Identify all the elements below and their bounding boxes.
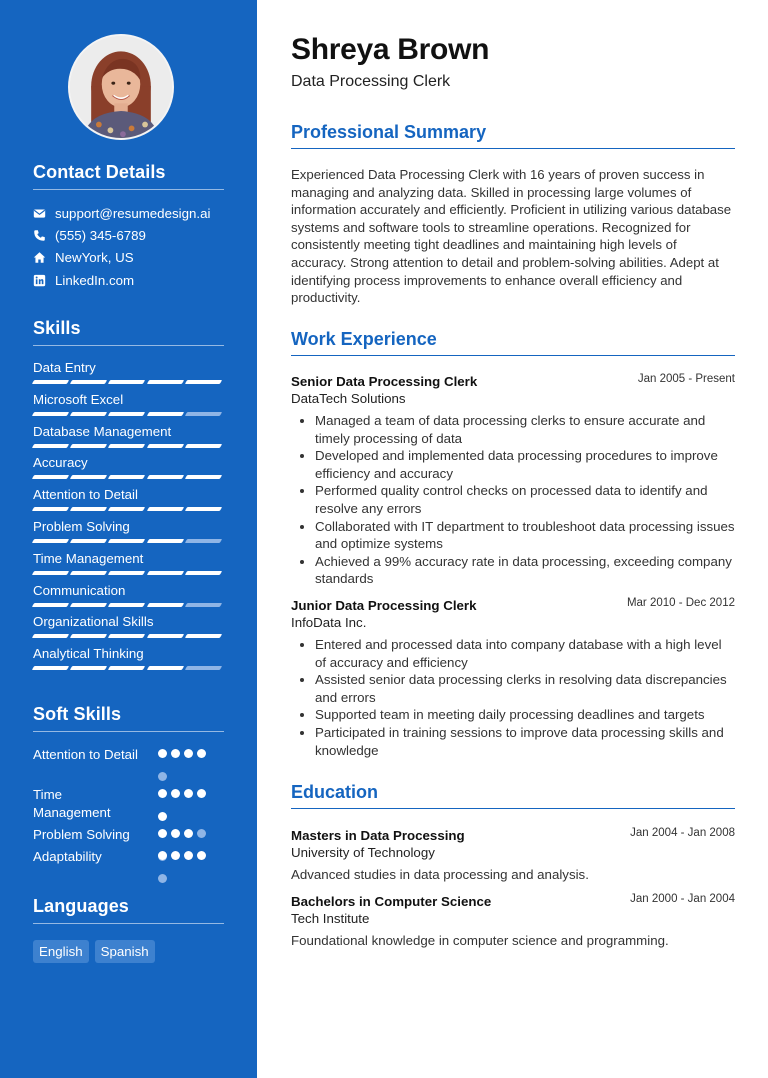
skill-item xyxy=(33,487,224,511)
skill-item xyxy=(33,551,224,575)
education-degree: Bachelors in Computer Science xyxy=(291,894,492,909)
rating-dot xyxy=(197,789,206,798)
skill-level-segment xyxy=(70,603,107,607)
job-bullet: • Achieved a 99% accuracy rate in data processing, exceeding company standards xyxy=(315,553,735,588)
language-pill: English xyxy=(33,940,89,963)
home-icon xyxy=(33,251,46,264)
contact-heading: Contact Details xyxy=(33,162,224,190)
contact-location xyxy=(33,247,224,269)
contact-linkedin[interactable] xyxy=(33,269,224,291)
envelope-icon xyxy=(33,207,46,220)
skill-level-segment xyxy=(108,475,145,479)
rating-dot xyxy=(184,851,193,860)
education-date: Jan 2000 - Jan 2004 xyxy=(630,893,735,905)
skill-level-segment xyxy=(108,603,145,607)
skill-level-segment xyxy=(108,444,145,448)
skill-level-segment xyxy=(146,539,183,543)
education-entry xyxy=(291,893,735,948)
rating-dot xyxy=(158,812,167,821)
job-bullets xyxy=(291,412,735,588)
contact-email-text: support@resumedesign.ai xyxy=(55,205,211,221)
contact-phone[interactable] xyxy=(33,224,224,246)
skill-level-segment xyxy=(70,634,107,638)
skill-level-segment xyxy=(108,571,145,575)
skill-level-bar xyxy=(33,539,224,543)
job-bullet: • Assisted senior data processing clerks in resolving data discrepancies and errors xyxy=(315,671,735,706)
job-bullet: • Supported team in meeting daily processing deadlines and targets xyxy=(315,706,735,724)
skills-section xyxy=(33,318,224,662)
languages-heading: Languages xyxy=(33,896,224,924)
skill-level-bar xyxy=(33,634,224,638)
languages-list xyxy=(33,940,224,963)
skill-level-segment xyxy=(32,571,69,575)
skill-level-segment xyxy=(146,380,183,384)
skill-level-segment xyxy=(185,603,222,607)
soft-skill-name: Attention to Detail xyxy=(33,747,138,762)
job-bullet: • Collaborated with IT department to troubleshoot data processing issues and optimize systems xyxy=(315,518,735,553)
job-bullet: • Entered and processed data into company database with a high level of accuracy and efficiency xyxy=(315,636,735,671)
skill-item xyxy=(33,614,224,638)
languages-section xyxy=(33,896,224,963)
skill-level-segment xyxy=(108,507,145,511)
skill-level-segment xyxy=(146,603,183,607)
avatar xyxy=(68,34,174,140)
skill-item xyxy=(33,583,224,607)
skill-name: Database Management xyxy=(33,423,172,439)
skill-level-segment xyxy=(108,380,145,384)
skill-level-segment xyxy=(70,380,107,384)
skills-heading: Skills xyxy=(33,318,224,346)
skill-level-segment xyxy=(70,507,107,511)
soft-skill-name: Adaptability xyxy=(33,849,102,864)
education-school: Tech Institute xyxy=(291,911,370,926)
job-company: InfoData Inc. xyxy=(291,615,367,630)
rating-dot xyxy=(158,874,167,883)
rating-dot xyxy=(158,851,167,860)
education-school: University of Technology xyxy=(291,845,435,860)
skill-level-segment xyxy=(32,475,69,479)
skill-level-bar xyxy=(33,380,224,384)
skill-name: Microsoft Excel xyxy=(33,391,124,407)
rating-dot xyxy=(197,851,206,860)
rating-dot xyxy=(197,829,206,838)
rating-dot xyxy=(171,749,180,758)
rating-dot xyxy=(158,829,167,838)
skill-name: Accuracy xyxy=(33,455,88,471)
skill-level-segment xyxy=(32,412,69,416)
education-date: Jan 2004 - Jan 2008 xyxy=(630,827,735,839)
skill-level-bar xyxy=(33,412,224,416)
job-date: Jan 2005 - Present xyxy=(637,373,735,385)
skill-level-segment xyxy=(185,380,222,384)
skill-name: Communication xyxy=(33,582,126,598)
skill-level-segment xyxy=(185,412,222,416)
phone-icon xyxy=(33,229,46,242)
rating-dot xyxy=(171,851,180,860)
language-pill: Spanish xyxy=(95,940,155,963)
rating-dot xyxy=(184,749,193,758)
soft-skill-name: Problem Solving xyxy=(33,827,130,842)
skill-level-segment xyxy=(70,571,107,575)
job-bullet: • Performed quality control checks on processed data to identify and resolve any errors xyxy=(315,482,735,517)
job-bullet: • Managed a team of data processing clerks to ensure accurate and timely processing of data xyxy=(315,412,735,447)
skill-name: Organizational Skills xyxy=(33,614,154,630)
skill-level-segment xyxy=(32,444,69,448)
job-bullet: • Participated in training sessions to improve data processing skills and knowledge xyxy=(315,724,735,759)
job-entry xyxy=(291,597,735,759)
skill-level-segment xyxy=(32,666,69,670)
education-description: Advanced studies in data processing and analysis. xyxy=(291,867,589,882)
skill-level-segment xyxy=(70,475,107,479)
skill-item xyxy=(33,455,224,479)
skill-level-segment xyxy=(185,539,222,543)
skill-name: Attention to Detail xyxy=(33,487,138,503)
skill-level-segment xyxy=(185,634,222,638)
skill-level-segment xyxy=(32,507,69,511)
rating-dot xyxy=(158,772,167,781)
skill-level-segment xyxy=(108,412,145,416)
rating-dot xyxy=(197,749,206,758)
education-entry xyxy=(291,827,735,882)
candidate-role: Data Processing Clerk xyxy=(291,73,451,90)
summary-heading: Professional Summary xyxy=(291,122,735,149)
job-title: Junior Data Processing Clerk xyxy=(291,598,477,613)
contact-email[interactable] xyxy=(33,202,224,224)
skill-level-segment xyxy=(146,666,183,670)
rating-dot xyxy=(184,829,193,838)
skill-level-segment xyxy=(70,444,107,448)
skill-level-segment xyxy=(32,603,69,607)
education-description: Foundational knowledge in computer science and programming. xyxy=(291,933,669,948)
skill-level-segment xyxy=(146,475,183,479)
skill-level-segment xyxy=(32,380,69,384)
skill-level-bar xyxy=(33,475,224,479)
skill-level-segment xyxy=(70,666,107,670)
skill-level-segment xyxy=(185,507,222,511)
skill-level-segment xyxy=(108,634,145,638)
skill-level-segment xyxy=(32,539,69,543)
skill-level-segment xyxy=(32,634,69,638)
rating-dot xyxy=(171,829,180,838)
skill-level-segment xyxy=(70,412,107,416)
skill-name: Time Management xyxy=(33,550,144,566)
experience-heading: Work Experience xyxy=(291,329,735,356)
soft-skills-heading: Soft Skills xyxy=(33,704,224,732)
job-date: Mar 2010 - Dec 2012 xyxy=(626,597,735,609)
rating-dot xyxy=(158,749,167,758)
contact-section xyxy=(33,162,224,291)
rating-dot xyxy=(184,789,193,798)
skill-level-segment xyxy=(146,634,183,638)
skill-item xyxy=(33,424,224,448)
skill-level-bar xyxy=(33,507,224,511)
skill-level-segment xyxy=(185,666,222,670)
skill-level-segment xyxy=(146,571,183,575)
job-bullets xyxy=(291,636,735,759)
contact-phone-text: (555) 345-6789 xyxy=(55,227,146,243)
skill-item xyxy=(33,519,224,543)
skill-name: Analytical Thinking xyxy=(33,646,144,662)
skill-level-segment xyxy=(146,444,183,448)
skill-level-segment xyxy=(108,666,145,670)
job-company: DataTech Solutions xyxy=(291,391,406,406)
skill-item xyxy=(33,360,224,384)
summary-text: Experienced Data Processing Clerk with 16 years of proven success in managing and analyzing data. Skilled in processing large volumes of information accurately and efficiently. Proficient in utilizing various database systems and software tools to streamline operations. Recognized for consistently meeting tight deadlines and maintaining high levels of accuracy. Strong attention to detail and problem-solving abilities. Adept at identifying process improvements to enhance overall efficiency and productivity. xyxy=(291,167,732,306)
skill-name: Data Entry xyxy=(33,360,96,375)
skill-level-segment xyxy=(185,571,222,575)
skill-level-bar xyxy=(33,444,224,448)
sidebar xyxy=(0,0,257,1078)
skill-item xyxy=(33,392,224,416)
job-title: Senior Data Processing Clerk xyxy=(291,374,478,389)
skill-level-segment xyxy=(146,507,183,511)
skill-level-bar xyxy=(33,666,224,670)
skill-level-segment xyxy=(185,444,222,448)
soft-skill-name: Time Management xyxy=(33,787,111,820)
soft-skill-rating xyxy=(158,851,218,897)
contact-location-text: NewYork, US xyxy=(55,250,134,266)
rating-dot xyxy=(158,789,167,798)
skill-level-segment xyxy=(185,475,222,479)
skill-name: Problem Solving xyxy=(33,519,130,534)
linkedin-icon xyxy=(33,274,46,287)
job-bullet: • Developed and implemented data processing procedures to improve efficiency and accuracy xyxy=(315,447,735,482)
education-heading: Education xyxy=(291,782,735,809)
skill-level-segment xyxy=(146,412,183,416)
education-degree: Masters in Data Processing xyxy=(291,828,465,843)
soft-skills-section xyxy=(33,704,224,864)
contact-linkedin-text: LinkedIn.com xyxy=(55,272,135,288)
candidate-name: Shreya Brown xyxy=(291,33,490,66)
skill-level-bar xyxy=(33,571,224,575)
job-entry xyxy=(291,373,735,588)
skill-level-segment xyxy=(108,539,145,543)
skill-item xyxy=(33,646,224,670)
profile-photo xyxy=(70,36,172,138)
rating-dot xyxy=(171,789,180,798)
skill-level-bar xyxy=(33,603,224,607)
contact-list xyxy=(33,202,224,291)
skill-level-segment xyxy=(70,539,107,543)
